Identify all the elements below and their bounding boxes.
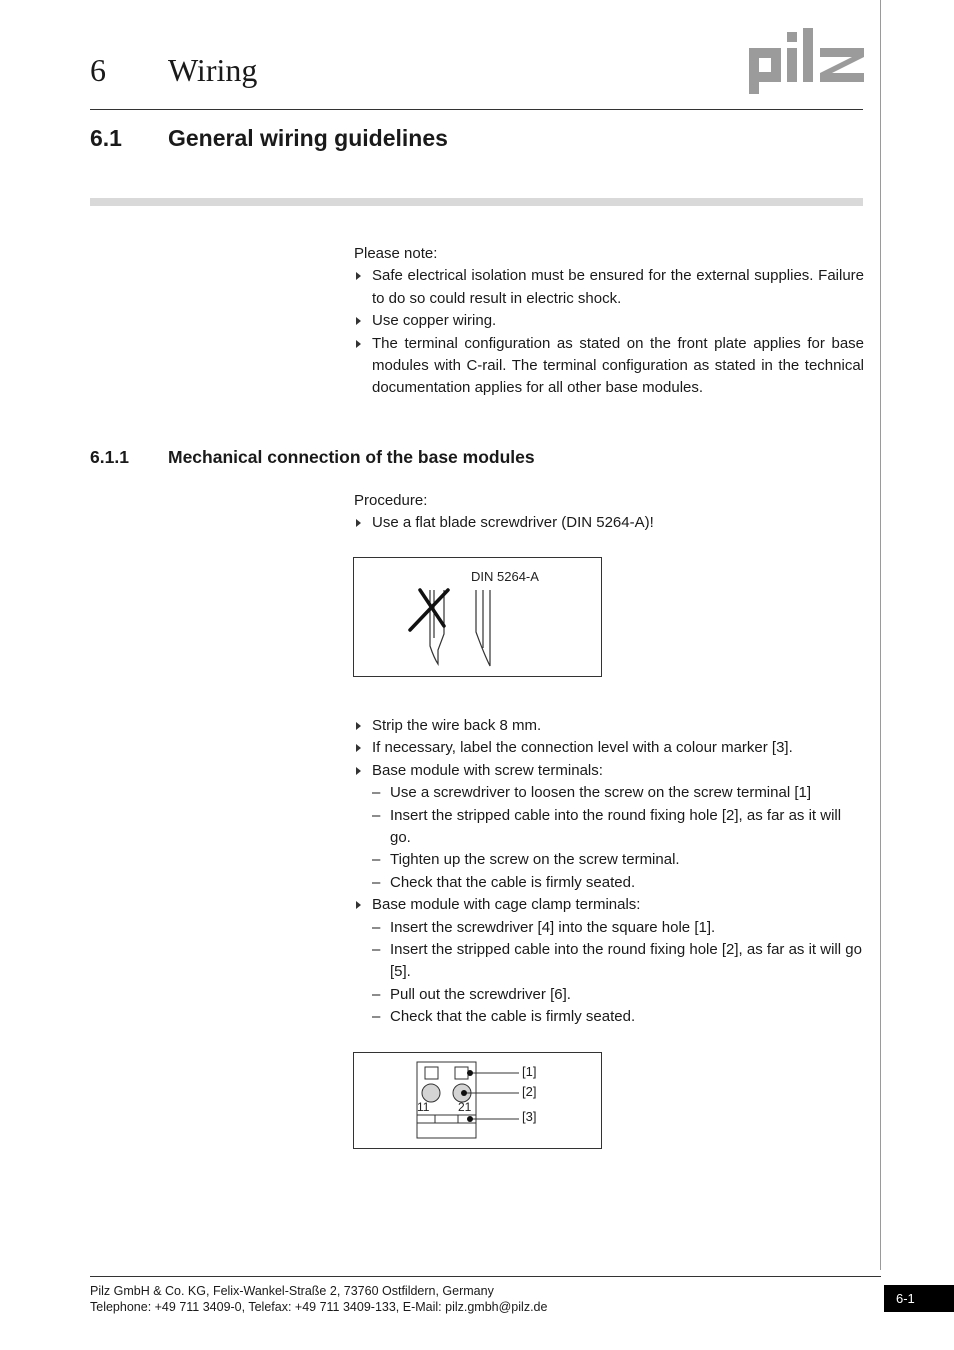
footer-rule [90, 1276, 881, 1277]
footer-contact: Telephone: +49 711 3409-0, Telefax: +49 711 3409-133, E-Mail: pilz.gmbh@pilz.de [90, 1300, 548, 1314]
sub-step-item: – Use a screwdriver to loosen the screw on the screw terminal [1] [354, 782, 864, 804]
footer-address: Pilz GmbH & Co. KG, Felix-Wankel-Straße 2, 73760 Ostfildern, Germany [90, 1284, 494, 1298]
footer [90, 1283, 547, 1315]
subsection-title: Mechanical connection of the base modules [168, 447, 535, 467]
sub-step-item: – Check that the cable is firmly seated. [354, 872, 864, 894]
figure-label: DIN 5264-A [471, 569, 539, 584]
pilz-logo [748, 28, 866, 94]
page-number: 6-1 [884, 1285, 954, 1312]
sub-step-item: – Pull out the screwdriver [6]. [354, 984, 864, 1006]
step-item: Strip the wire back 8 mm. [354, 715, 864, 737]
note-block [354, 243, 864, 400]
section-number: 6.1 [90, 125, 122, 151]
screwdriver-figure [353, 557, 602, 677]
step-item: Base module with screw terminals: [354, 760, 864, 782]
callout-3: [3] [522, 1109, 537, 1124]
terminal-figure [353, 1052, 602, 1149]
chapter-number: 6 [90, 52, 106, 88]
steps-block [354, 715, 864, 1029]
note-intro: Please note: [354, 245, 438, 262]
subsection-number: 6.1.1 [90, 447, 129, 467]
terminal-label-21: 21 [458, 1100, 472, 1114]
note-item: Use copper wiring. [354, 310, 864, 332]
sub-step-item: – Tighten up the screw on the screw terminal. [354, 849, 864, 871]
chapter-title: Wiring [168, 52, 258, 88]
sub-step-item: – Check that the cable is firmly seated. [354, 1006, 864, 1028]
sub-step-item: – Insert the stripped cable into the round fixing hole [2], as far as it will go [5]. [354, 939, 864, 984]
note-item: Safe electrical isolation must be ensured for the external supplies. Failure to do so could result in electric shock. [354, 265, 864, 310]
section-divider [90, 198, 863, 206]
header-rule [90, 109, 863, 110]
note-item: The terminal configuration as stated on the front plate applies for base modules with C-rail. The terminal configuration as stated in the technical documentation applies for all other base modules. [354, 333, 864, 400]
callout-2: [2] [522, 1084, 537, 1099]
procedure-block [354, 490, 864, 535]
sub-step-item: – Insert the stripped cable into the round fixing hole [2], as far as it will go. [354, 805, 864, 850]
step-item: Base module with cage clamp terminals: [354, 894, 864, 916]
callout-1: [1] [522, 1064, 537, 1079]
terminal-drawing [354, 1053, 601, 1148]
margin-rule [880, 0, 881, 1270]
section-title: General wiring guidelines [168, 125, 448, 151]
sub-step-item: – Insert the screwdriver [4] into the square hole [1]. [354, 917, 864, 939]
procedure-intro: Procedure: [354, 492, 428, 509]
procedure-item: Use a flat blade screwdriver (DIN 5264-A)! [354, 512, 864, 534]
step-item: If necessary, label the connection level with a colour marker [3]. [354, 737, 864, 759]
terminal-label-11: 11 [417, 1100, 430, 1114]
